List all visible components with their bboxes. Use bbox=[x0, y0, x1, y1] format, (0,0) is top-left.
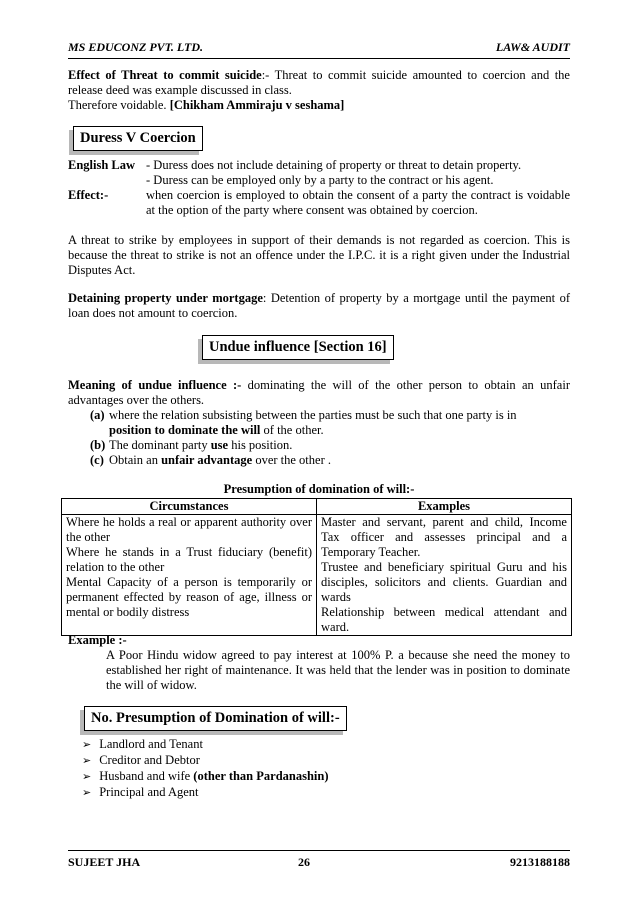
page-footer bbox=[68, 850, 570, 873]
threat-line2: Therefore voidable. bbox=[68, 98, 170, 112]
example-item: Master and servant, parent and child, Income Tax officer and assesses principal and a Temporary Teacher. bbox=[321, 515, 567, 559]
no-presumption-list bbox=[82, 737, 329, 801]
duress-heading: Duress V Coercion bbox=[73, 126, 203, 151]
list-item bbox=[82, 737, 329, 753]
circumstance-item: Mental Capacity of a person is temporarily or permanent effected by reason of age, illness or mental or bodily distress bbox=[66, 575, 312, 619]
threat-title: Effect of Threat to commit suicide bbox=[68, 68, 262, 82]
list-item-text: Creditor and Debtor bbox=[99, 753, 200, 767]
condition-c-bold: unfair advantage bbox=[161, 453, 253, 467]
condition-c-text1: Obtain an bbox=[109, 453, 162, 467]
condition-b-text1: The dominant party bbox=[109, 438, 211, 452]
no-presumption-heading: No. Presumption of Domination of will:- bbox=[84, 706, 347, 731]
circumstance-item: Where he stands in a Trust fiduciary (benefit) relation to the other bbox=[66, 545, 312, 574]
meaning-title: Meaning of undue influence :- bbox=[68, 378, 242, 392]
list-item-text: Principal and Agent bbox=[99, 785, 199, 799]
example-text: A Poor Hindu widow agreed to pay interest at 100% P. a because she need the money to established her right of maintenance. It was held that the lender was in position to dominate the will of widow. bbox=[106, 648, 570, 692]
mortgage-text: : Detention of property by a mortgage until the payment of loan does not amount to coercion. bbox=[68, 291, 570, 320]
threat-text: :- Threat to commit suicide amounted to coercion and the release deed was example discussed in class. bbox=[68, 68, 570, 97]
example-item: Trustee and beneficiary spiritual Guru and his disciples, solicitors and clients. Guardian and wards bbox=[321, 560, 567, 604]
example-item: Relationship between medical attendant and ward. bbox=[321, 605, 567, 634]
english-law-point-1: - Duress does not include detaining of property or threat to detain property. bbox=[146, 158, 522, 172]
condition-a-label: (a) bbox=[90, 408, 105, 422]
presumption-title: Presumption of domination of will:- bbox=[223, 482, 415, 496]
header-company: MS EDUCONZ PVT. LTD. bbox=[68, 40, 204, 54]
header-subject: LAW& AUDIT bbox=[495, 40, 570, 54]
mortgage-paragraph bbox=[68, 291, 570, 321]
list-item bbox=[82, 785, 329, 801]
examples-cell bbox=[317, 515, 572, 636]
footer-phone: 9213188188 bbox=[510, 855, 570, 869]
list-item bbox=[82, 753, 329, 769]
list-item bbox=[82, 769, 329, 785]
example-label-text: Example :- bbox=[68, 633, 127, 647]
english-law-block bbox=[68, 158, 570, 218]
circumstances-cell bbox=[62, 515, 317, 636]
circumstance-item: Where he holds a real or apparent authority over the other bbox=[66, 515, 312, 544]
condition-b-text2: his position. bbox=[228, 438, 293, 452]
strike-paragraph: A threat to strike by employees in support of their demands is not regarded as coercion. This is because the threat to strike is not an offence under the I.P.C. it is a right given under the Industrial Disputes Act. bbox=[68, 233, 570, 277]
list-item-text: Husband and wife bbox=[99, 769, 194, 783]
condition-b-bold: use bbox=[210, 438, 229, 452]
column-header-examples: Examples bbox=[317, 499, 572, 515]
footer-author: SUJEET JHA bbox=[68, 855, 141, 869]
mortgage-title: Detaining property under mortgage bbox=[68, 291, 263, 305]
effect-label: Effect:- bbox=[68, 188, 109, 202]
threat-case: [Chikham Ammiraju v seshama] bbox=[169, 98, 345, 112]
undue-conditions bbox=[90, 408, 570, 468]
english-law-point-2: - Duress can be employed only by a party to the contract or his agent. bbox=[146, 173, 494, 187]
condition-a-text: where the relation subsisting between the parties must be such that one party is in bbox=[109, 408, 517, 422]
page-number: 26 bbox=[298, 855, 310, 869]
list-item-text: Landlord and Tenant bbox=[99, 737, 203, 751]
undue-influence-heading: Undue influence [Section 16] bbox=[202, 335, 394, 360]
condition-a-bold: position to dominate the will bbox=[109, 423, 261, 437]
condition-b-label: (b) bbox=[90, 438, 106, 452]
effect-text: when coercion is employed to obtain the consent of a party the contract is voidable at the option of the party where consent was obtained by coercion. bbox=[146, 188, 570, 217]
condition-c-label: (c) bbox=[90, 453, 104, 467]
english-law-label: English Law bbox=[68, 158, 136, 172]
column-header-circumstances: Circumstances bbox=[62, 499, 317, 515]
undue-meaning bbox=[68, 378, 570, 408]
table-row bbox=[62, 515, 572, 636]
meaning-text: dominating the will of the other person to obtain an unfair advantages over the others. bbox=[68, 378, 570, 407]
list-item-bold: (other than Pardanashin) bbox=[193, 769, 329, 783]
condition-c-text2: over the other . bbox=[252, 453, 331, 467]
page-header bbox=[68, 40, 570, 59]
presumption-table bbox=[61, 498, 572, 636]
condition-a-end: of the other. bbox=[260, 423, 324, 437]
example-label bbox=[68, 633, 570, 648]
threat-paragraph bbox=[68, 68, 570, 113]
